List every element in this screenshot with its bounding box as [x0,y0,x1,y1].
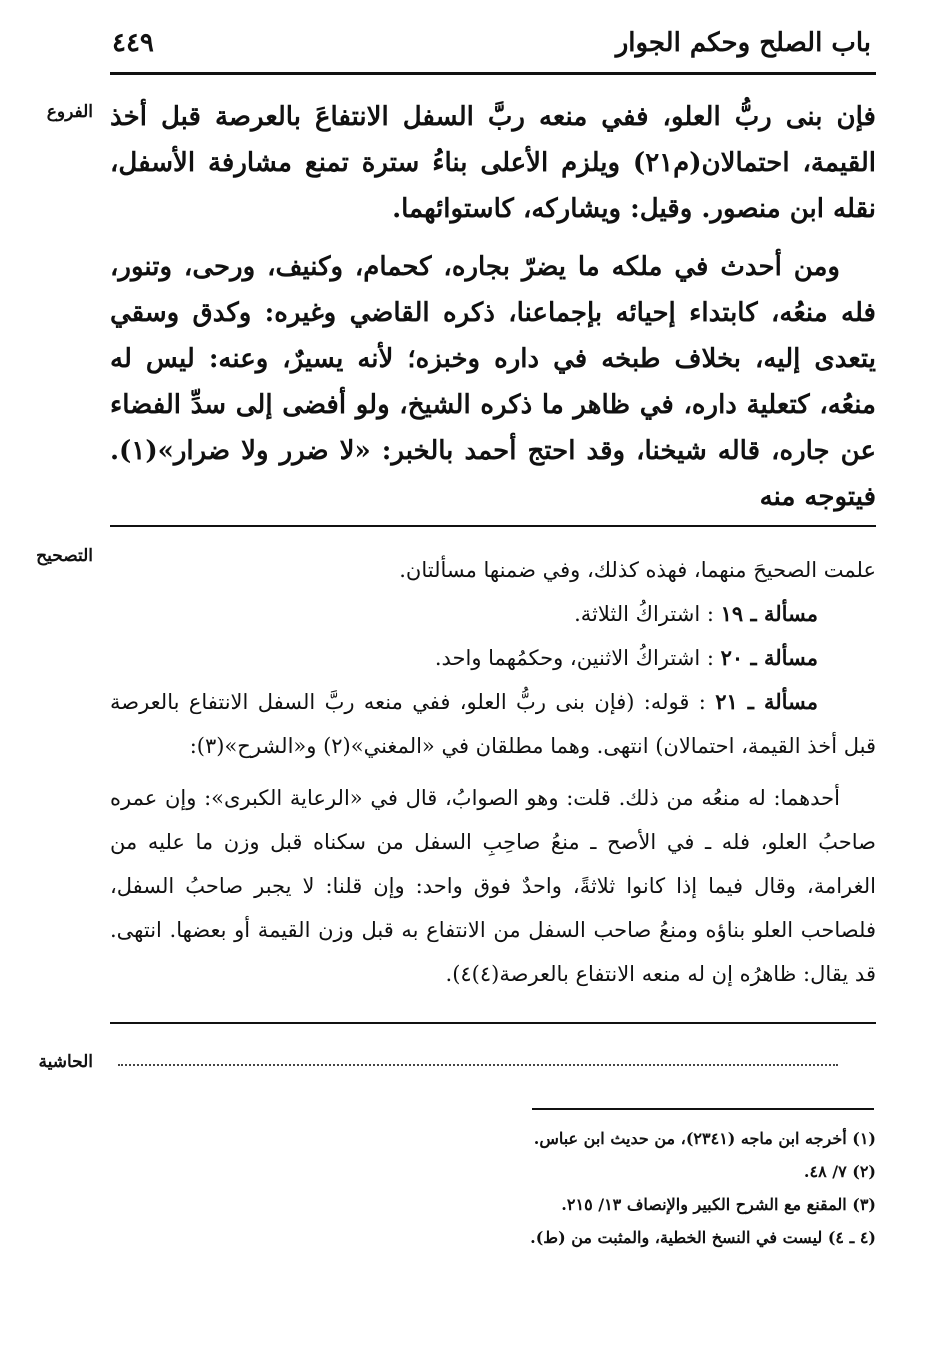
main-text [110,94,876,520]
footnote-rule [532,1108,874,1110]
question-20 [110,636,876,680]
margin-label-tashih: التصحيح [36,546,93,566]
footnote: (١) أخرجه ابن ماجه (٢٣٤١)، من حديث ابن عباس. [533,1129,876,1148]
main-paragraph-2: ومن أحدث في ملكه ما يضرّ بجاره، كحمام، وكنيف، ورحى، وتنور، فله منعُه، كابتداء إحيائه بإجماعنا، ذكره القاضي وغيره: وكدق وسقي يتعدى إليه، بخلاف طبخه في داره وخبزه؛ لأنه يسيرٌ، وعنه: ليس له منعُه، كتعلية داره، في ظاهر ما ذكره الشيخ، ولو أفضى إلى سدِّ الفضاء عن جاره، قاله شيخنا، وقد احتج أحمد بالخبر: «لا ضرر ولا ضرار»(١). فيتوجه منه [110,252,876,512]
footnotes [110,1122,876,1254]
question-21-label: مسألة ـ ٢١ [715,689,818,714]
section-divider [110,525,876,527]
footnote: (٢) ٧/ ٤٨. [803,1162,876,1181]
tashih-text [110,548,876,996]
page-number: ٤٤٩ [112,28,154,58]
tashih-paragraph: أحدهما: له منعُه من ذلك. قلت: وهو الصوابُ، قال في «الرعاية الكبرى»: وإن عمره صاحبُ العلو، فله ـ في الأصح ـ منعُ صاحِبِ السفل من سكناه قبل وزن ما عليه من الغرامة، وقال فيما إذا كانوا ثلاثةً، واحدٌ فوق واحد: وإن قلنا: لا يجبر صاحبُ السفل، فلصاحب العلو بناؤه ومنعُ صاحب السفل من الانتفاع به قبل وزن القيمة أو بعضها. انتهى. قد يقال: ظاهرُه إن له منعه الانتفاع بالعرصة(٤)٤). [110,786,876,986]
question-19-text: : اشتراكُ الثلاثة. [574,602,714,626]
question-19-label: مسألة ـ ١٩ [720,601,818,626]
header-rule [110,72,876,75]
main-paragraph-1: فإن بنى ربُّ العلو، ففي منعه ربَّ السفل الانتفاعَ بالعرصة قبل أخذ القيمة، احتمالان(م٢١) ويلزم الأعلى بناءُ سترة تمنع مشارفة الأسفل، نقله ابن منصور. وقيل: ويشاركه، كاستوائهما. [110,102,876,224]
question-20-text: : اشتراكُ الاثنين، وحكمُهما واحد. [434,646,714,670]
hashiya-dotted-line [118,1064,838,1066]
question-20-label: مسألة ـ ٢٠ [720,645,818,670]
question-19 [110,592,876,636]
margin-label-hashiya: الحاشية [38,1052,93,1072]
tashih-intro: علمت الصحيحَ منهما، فهذه كذلك، وفي ضمنها مسألتان. [399,558,876,582]
footnote: (٤ ـ ٤) ليست في النسخ الخطية، والمثبت من (ط). [530,1228,876,1247]
question-21 [110,680,876,768]
question-21-text: : قوله: (فإن بنى ربُّ العلو، ففي منعه ربَّ السفل الانتفاع بالعرصة قبل أخذ القيمة، احتمالان) انتهى. وهما مطلقان في «المغني»(٢) و«الشرح»(٣): [110,690,876,758]
footnote: (٣) المقنع مع الشرح الكبير والإنصاف ١٣/ ٢١٥. [561,1195,876,1214]
margin-label-furu: الفروع [46,102,93,122]
running-title: باب الصلح وحكم الجوار [615,28,871,58]
section-divider [110,1022,876,1024]
